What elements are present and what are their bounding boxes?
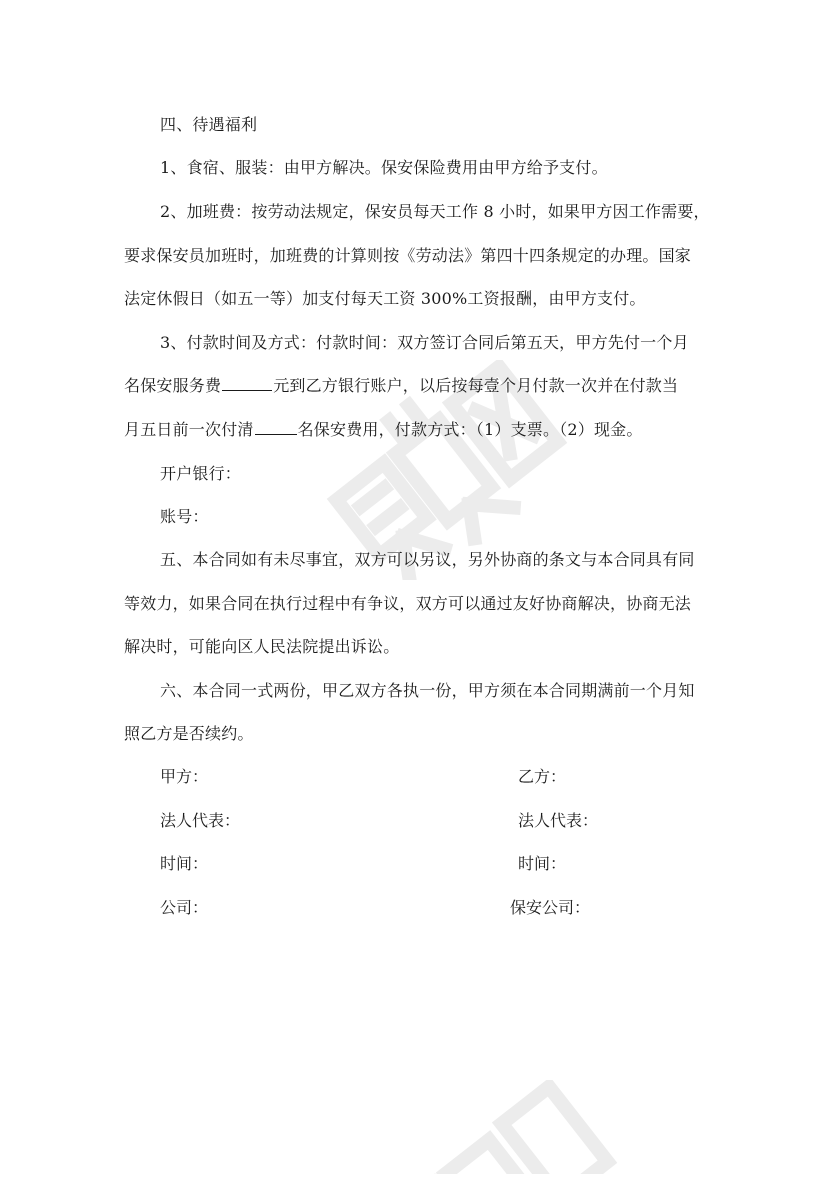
party-b-label: 乙方： (518, 767, 567, 786)
bank-label: 开户银行： (160, 464, 242, 483)
section5-line-2: 等效力，如果合同在执行过程中有争议，双方可以通过友好协商解决，协商无法 (124, 594, 692, 613)
item3-line-3-a: 月五日前一次付清 (124, 420, 254, 439)
section6-line-1: 六、本合同一式两份，甲乙双方各执一份，甲方须在本合同期满前一个月知 (160, 681, 695, 700)
item2-line-2: 要求保安员加班时，加班费的计算则按《劳动法》第四十四条规定的办理。国家 (124, 246, 692, 265)
item3-line-3 (124, 420, 724, 440)
item3-line-1: 3、付款时间及方式：付款时间：双方签订合同后第五天，甲方先付一个月 (160, 333, 689, 352)
section4-title: 四、待遇福利 (160, 115, 258, 134)
rep-b-label: 法人代表： (518, 811, 599, 830)
section6-line-2: 照乙方是否续约。 (124, 724, 254, 743)
time-b-label: 时间： (518, 854, 567, 873)
amount-blank[interactable] (222, 376, 272, 391)
company-a-label: 公司： (160, 898, 209, 917)
item1-text: 1、食宿、服装：由甲方解决。保安保险费用由甲方给予支付。 (160, 158, 608, 177)
section5-line-1: 五、本合同如有未尽事宜，双方可以另议，另外协商的条文与本合同具有同 (160, 550, 695, 569)
watermark-bottom (360, 1080, 620, 1174)
rep-a-label: 法人代表： (160, 811, 241, 830)
account-label: 账号： (160, 507, 209, 526)
item3-line-2 (124, 376, 724, 396)
section5-line-3: 解决时，可能向区人民法院提出诉讼。 (124, 637, 400, 656)
item2-line-1: 2、加班费：按劳动法规定，保安员每天工作 8 小时，如果甲方因工作需要， (160, 202, 710, 221)
company-b-label: 保安公司： (510, 898, 591, 917)
item3-line-2-a: 名保安服务费 (124, 376, 222, 395)
item2-line-3: 法定休假日（如五一等）加支付每天工资 300%工资报酬，由甲方支付。 (124, 289, 646, 308)
item3-line-3-b: 名保安费用，付款方式：（1）支票。（2）现金。 (297, 420, 643, 439)
item3-line-2-b: 元到乙方银行账户，以后按每壹个月付款一次并在付款当 (273, 376, 679, 395)
watermark-logo-bottom-icon (360, 1080, 620, 1174)
party-a-label: 甲方： (160, 767, 209, 786)
count-blank[interactable] (255, 420, 297, 435)
time-a-label: 时间： (160, 854, 209, 873)
